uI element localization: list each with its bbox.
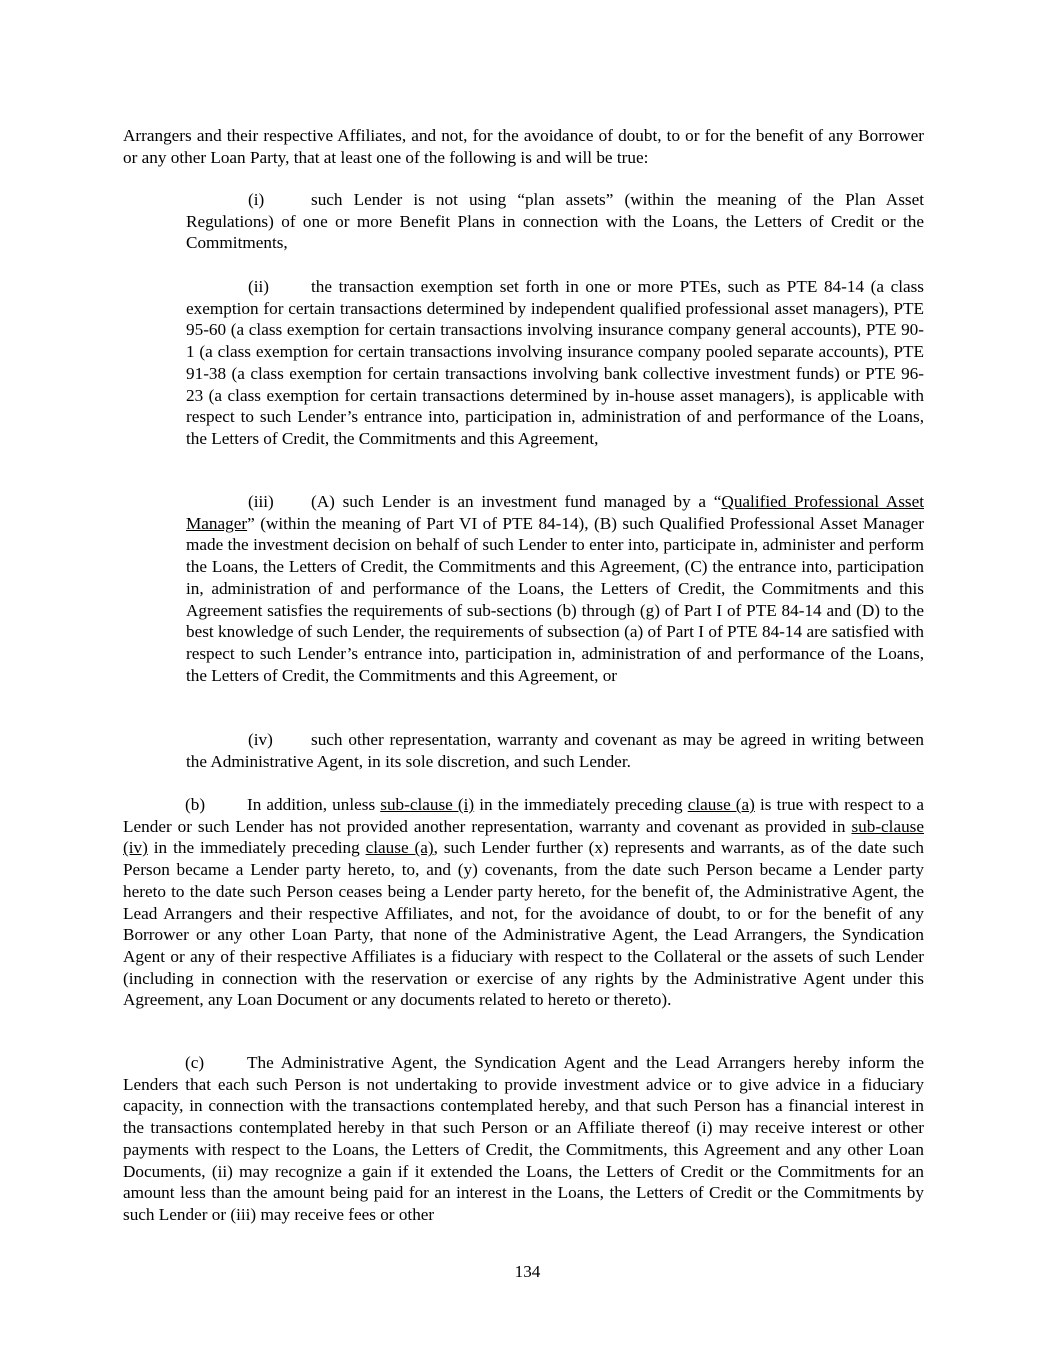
paragraph-text: in the immediately preceding (474, 795, 688, 814)
clause-iv (186, 729, 924, 772)
clause-label: (i) (248, 190, 265, 209)
paragraph-text: in the immediately preceding (147, 838, 366, 858)
cross-reference: clause (a) (365, 838, 434, 858)
clause-text: the transaction exemption set forth in one or more PTEs, such as PTE 84-14 (a class exemption for certain transactions determined by independent qualified professional asset managers), PTE 95-60 (a class exemption for certain transactions involving insurance company general accounts), PTE 90-1 (a class exemption for certain transactions involving insurance company pooled separate accounts), PTE 91-38 (a class exemption for certain transactions involving bank collective investment funds) or PTE 96-23 (a class exemption for certain transactions determined by in-house asset managers), is applicable with respect to such Lender’s entrance into, participation in, administration of and performance of the Loans, the Letters of Credit, the Commitments and this Agreement, (186, 277, 924, 448)
page-number: 134 (514, 1262, 541, 1281)
cross-reference: clause (a) (687, 795, 755, 814)
clause-label: (iv) (248, 730, 273, 749)
clause-text: such Lender is not using “plan assets” (within the meaning of the Plan Asset Regulations) of one or more Benefit Plans in connection with the Loans, the Letters of Credit or the Commitments, (186, 190, 924, 253)
cross-reference: sub-clause (i) (380, 795, 475, 814)
paragraph-text: is true with respect to a Lender or such Lender has not provided another representation, warranty and covenant as provided in (123, 795, 924, 836)
cross-reference: sub-clause (iv) (123, 816, 924, 858)
paragraph-b (123, 794, 924, 1011)
clause-text: (A) such Lender is an investment fund managed by a “ (311, 492, 722, 511)
paragraph-text: The Administrative Agent, the Syndication Agent and the Lead Arrangers hereby inform the Lenders that each such Person is not undertaking to provide investment advice or to give advice in a fiduciary capacity, in connection with the transactions contemplated hereby, and that such Person has a financial interest in the transactions contemplated hereby in that such Person or an Affiliate thereof (i) may receive interest or other payments with respect to the Loans, the Letters of Credit, the Commitments, this Agreement and any other Loan Documents, (ii) may recognize a gain if it extended the Loans, the Letters of Credit or the Commitments for an amount less than the amount being paid for an interest in the Loans, the Letters of Credit or the Commitments by such Lender or (iii) may receive fees or other (123, 1053, 924, 1224)
clause-text: such other representation, warranty and covenant as may be agreed in writing between the Administrative Agent, in its sole discretion, and such Lender. (186, 730, 924, 771)
clause-label: (ii) (248, 277, 269, 296)
paragraph-text: In addition, unless (247, 795, 381, 814)
clause-label: (iii) (248, 492, 274, 511)
paragraph-label: (b) (185, 795, 206, 814)
clause-iii (186, 491, 924, 686)
defined-term: Qualified Professional Asset Manager (186, 492, 924, 533)
clause-ii (186, 276, 924, 450)
paragraph-c (123, 1052, 924, 1226)
clause-text: ” (within the meaning of Part VI of PTE 84-14), (B) such Qualified Professional Asset Manager made the investment decision on behalf of such Lender to enter into, participate in, administer and perform the Loans, the Letters of Credit, the Commitments and this Agreement, (C) the entrance into, participation in, administration of and performance of the Loans, the Letters of Credit, the Commitments and this Agreement satisfies the requirements of sub-sections (b) through (g) of Part I of PTE 84-14 and (D) to the best knowledge of such Lender, the requirements of subsection (a) of Part I of PTE 84-14 are satisfied with respect to such Lender’s entrance into, participation in, administration of and performance of the Loans, the Letters of Credit, the Commitments and this Agreement, or (186, 513, 924, 685)
paragraph-text: , such Lender further (x) represents and warrants, as of the date such Person became a Lender party hereto, to, and (y) covenants, from the date such Person became a Lender party hereto to the date such Person ceases being a Lender party hereto, for the benefit of, the Administrative Agent, the Lead Arrangers and their respective Affiliates, and not, for the avoidance of doubt, to or for the benefit of any Borrower or any other Loan Party, that none of the Administrative Agent, the Lead Arrangers, the Syndication Agent or any of their respective Affiliates is a fiduciary with respect to the Collateral or the assets of such Lender (including in connection with the reservation or exercise of any rights by the Administrative Agent under this Agreement, any Loan Document or any documents related to hereto or thereto). (123, 838, 925, 1010)
clause-i (186, 189, 924, 254)
paragraph-label: (c) (185, 1053, 205, 1072)
intro-paragraph: Arrangers and their respective Affiliates, and not, for the avoidance of doubt, to or for the benefit of any Borrower or any other Loan Party, that at least one of the following is and will be true: (123, 126, 924, 167)
